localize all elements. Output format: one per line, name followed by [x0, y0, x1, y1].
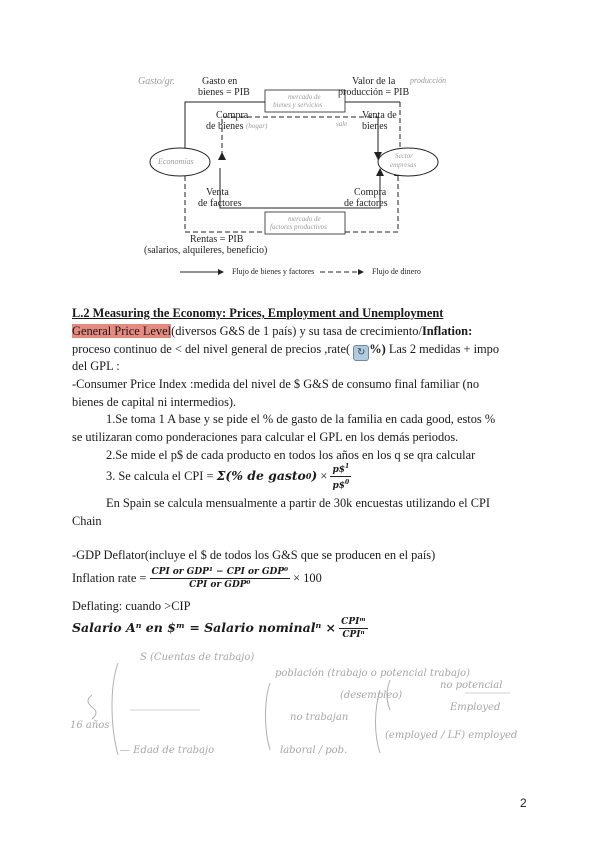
gdp-deflator-line: -GDP Deflator(incluye el $ de todos los G&S que se producen en el país): [72, 548, 436, 562]
label-sale-faint: sale: [336, 120, 348, 128]
step3-close: ): [311, 468, 318, 483]
label-salarios: (salarios, alquileres, beneficio): [144, 245, 268, 256]
label-valor-de-la: Valor de la: [352, 76, 396, 87]
label-de-bienes: de bienes: [206, 121, 244, 132]
salario-fraction: [339, 616, 368, 641]
hw-note-9: laboral / pob.: [280, 745, 348, 756]
hw-note-5: Employed: [450, 702, 501, 713]
spain-line1: En Spain se calcula mensualmente a partir de 30k encuestas utilizando el CPI: [106, 496, 490, 510]
step3-sup0: 0: [305, 471, 312, 481]
label-produccion-pib: producción = PIB: [338, 87, 410, 98]
label-de-factores: de factores: [198, 198, 242, 209]
sal-numerator: CPIᵐ: [341, 616, 366, 627]
proceso-line: [72, 340, 499, 361]
label-gasto-faint: Gasto/gr.: [138, 76, 175, 87]
label-compra-factores-1: Compra: [354, 187, 387, 198]
section-heading: L.2 Measuring the Economy: Prices, Employment and Unemployment: [72, 306, 444, 320]
step1-line2: se utilizaran como ponderaciones para calcular el GPL en los demás periodos.: [72, 430, 459, 444]
legend-dashed-label: Flujo de dinero: [372, 267, 421, 276]
right-oval-line2: empresas: [390, 161, 417, 169]
label-produccion-faint: producción: [410, 76, 447, 85]
label-bienes-pib: bienes = PIB: [198, 87, 250, 98]
gpl-line: [72, 322, 472, 340]
step3-sigma: Σ(% de gasto: [216, 468, 306, 483]
step3-num-sup: 1: [345, 462, 350, 470]
gpl-highlight: General Price Level: [72, 324, 172, 338]
hw-note-2: población (trabajo o potencial trabajo): [275, 668, 471, 679]
bottom-box-line1: mercado de: [288, 215, 321, 223]
sal-denominator: CPIⁿ: [342, 629, 365, 640]
ir-denominator: CPI or GDP⁰: [189, 579, 251, 590]
label-venta-de: Venta de: [362, 110, 397, 121]
step3-text: 3. Se calcula el CPI =: [106, 469, 214, 483]
cpi-line2: bienes de capital ni intermedios).: [72, 395, 237, 409]
ir-tail: × 100: [293, 571, 322, 585]
step3-num: p$: [332, 464, 346, 475]
spain-line2: Chain: [72, 514, 102, 528]
hw-note-10: (employed / LF) employed: [385, 730, 518, 741]
cpi-line1: -Consumer Price Index :medida del nivel de $ G&S de consumo final familiar (no: [72, 377, 480, 391]
deflating-line: Deflating: cuando >CIP: [72, 599, 191, 613]
refresh-icon: ↻: [353, 345, 369, 361]
hw-note-3: (desempleo): [340, 690, 403, 701]
step3-den-sup: 0: [345, 478, 350, 486]
legend-solid-label: Flujo de bienes y factores: [232, 267, 315, 276]
top-box-line1: mercado de: [288, 93, 321, 101]
step3-den: p$: [332, 480, 346, 491]
step2: 2.Se mide el p$ de cada producto en todos los años en los q se qra calcular: [106, 448, 476, 462]
proceso-pre: proceso continuo de < del nivel general de precios ,rate(: [72, 342, 351, 356]
hw-note-1: S (Cuentas de trabajo): [140, 652, 255, 663]
hw-note-6: no trabajan: [290, 712, 349, 723]
gpl-rest: (diversos G&S de 1 país) y su tasa de crecimiento/: [171, 324, 422, 338]
inflation-rate-label: Inflation rate =: [72, 571, 147, 585]
label-venta: Venta: [206, 187, 229, 198]
hw-note-4: no potencial: [440, 680, 503, 691]
proceso-pct: %): [369, 342, 386, 356]
inflation-rate-fraction: [150, 566, 291, 591]
del-gpl: del GPL :: [72, 359, 120, 373]
top-box-line2: bienes y servicios: [273, 101, 323, 109]
inflation-label: Inflation:: [421, 324, 473, 338]
label-hogar-faint: (hogar): [246, 122, 268, 130]
left-oval-label: Economías: [158, 157, 194, 166]
label-compra-factores-2: de factores: [344, 198, 388, 209]
label-compra: Compra: [216, 110, 249, 121]
label-bienes: bienes: [362, 121, 388, 132]
circular-flow-diagram: [140, 72, 465, 282]
inflation-rate-line: [72, 563, 322, 593]
label-rentas-pib: Rentas = PIB: [190, 234, 244, 245]
salario-lhs: Salario Aⁿ en $ᵐ = Salario nominalⁿ ×: [72, 620, 337, 635]
step3-fraction: [330, 461, 351, 492]
label-gasto-en: Gasto en: [202, 76, 238, 87]
step3-line: [106, 462, 351, 491]
salario-formula: [72, 614, 368, 642]
hw-note-7: 16 años: [70, 720, 110, 731]
page-number: 2: [520, 796, 527, 810]
step1-line1: 1.Se toma 1 A base y se pide el % de gasto de la familia en cada good, estos %: [106, 412, 496, 426]
right-oval-line1: Sector: [395, 152, 413, 160]
ir-numerator: CPI or GDP¹ − CPI or GDP⁰: [151, 566, 289, 577]
hw-note-8: — Edad de trabajo: [120, 745, 215, 756]
bottom-box-line2: factores productivos: [270, 223, 327, 231]
proceso-post: Las 2 medidas + impo: [388, 342, 500, 356]
step3-times: ×: [320, 469, 328, 483]
